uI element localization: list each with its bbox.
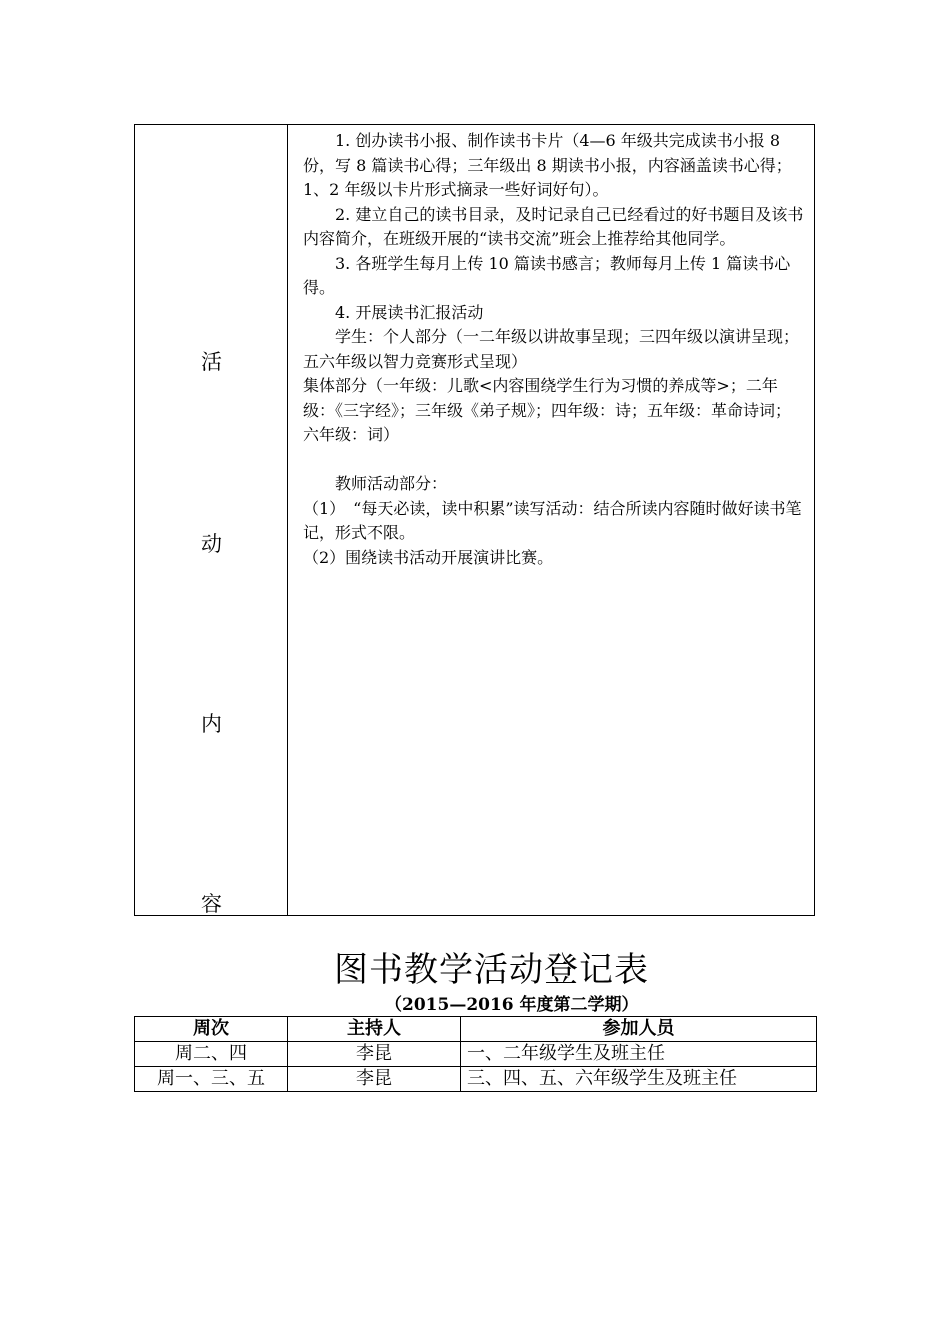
blank-line: [303, 448, 806, 473]
cell-week: 周二、四: [135, 1042, 288, 1067]
cell-participants: 一、二年级学生及班主任: [461, 1042, 817, 1067]
content-paragraph: 学生：个人部分（一二年级以讲故事呈现；三四年级以演讲呈现；五六年级以智力竞赛形式呈现）: [303, 327, 800, 371]
table-row: [135, 1067, 817, 1092]
cell-participants: 三、四、五、六年级学生及班主任: [461, 1067, 817, 1092]
content-paragraph: （2）围绕读书活动开展演讲比赛。: [303, 547, 554, 567]
label-char: 内: [201, 712, 222, 736]
content-paragraph: 教师活动部分：: [335, 474, 448, 493]
content-paragraph: 集体部分（一年级：儿歌<内容围绕学生行为习惯的养成等>；二年级：《三字经》；三年级《弟子规》；四年级：诗；五年级：革命诗词；六年级：词）: [303, 376, 792, 444]
cell-host: 李昆: [288, 1042, 461, 1067]
cell-host: 李昆: [288, 1067, 461, 1092]
content-paragraph: 4. 开展读书汇报活动: [335, 302, 484, 322]
header-participants: 参加人员: [461, 1017, 817, 1042]
header-week: 周次: [135, 1017, 288, 1042]
content-paragraph: 3. 各班学生每月上传 10 篇读书感言；教师每月上传 1 篇读书心得。: [303, 253, 791, 297]
content-paragraph: 2. 建立自己的读书目录，及时记录自己已经看过的好书题目及该书内容简介，在班级开展的“读书交流”班会上推荐给其他同学。: [303, 204, 804, 248]
table-header-row: [135, 1017, 817, 1042]
registration-table: [134, 1016, 817, 1092]
activity-content-cell: [289, 125, 814, 915]
activity-label-column: [135, 125, 288, 915]
cell-week: 周一、三、五: [135, 1067, 288, 1092]
label-char: 容: [201, 892, 222, 916]
registration-subtitle: （2015—2016 年度第二学期）: [385, 995, 639, 1015]
label-char: 动: [201, 532, 222, 556]
label-char: 活: [201, 350, 222, 374]
table-row: [135, 1042, 817, 1067]
header-host: 主持人: [288, 1017, 461, 1042]
activity-table: [134, 124, 815, 916]
content-paragraph: （1） “每天必读，读中积累”读写活动：结合所读内容随时做好读书笔记，形式不限。: [303, 498, 802, 542]
registration-title: 图书教学活动登记表: [334, 950, 649, 990]
content-paragraph: 1. 创办读书小报、制作读书卡片（4—6 年级共完成读书小报 8 份，写 8 篇读书心得；三年级出 8 期读书小报，内容涵盖读书心得；1、2 年级以卡片形式摘录一些好词好句）。: [303, 131, 792, 199]
